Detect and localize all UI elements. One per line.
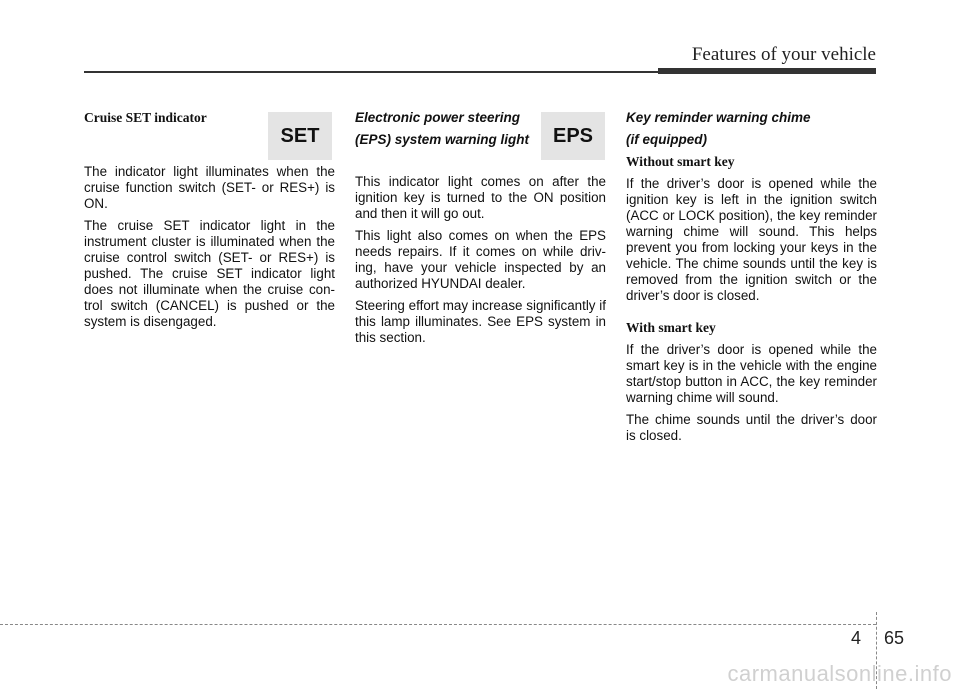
paragraph: If the driver’s door is opened while the ignition key is left in the ignition switch (ACC or LOCK position), the key reminder warning chime will sound. This helps prevent you from locking your keys in the vehicle. The chime sounds until the key is removed from the ignition switch or the driver’s door is closed. (626, 176, 877, 303)
chapter-number: 4 (851, 628, 862, 648)
watermark: carmanualsonline.info (727, 661, 952, 686)
without-smart-key-heading: Without smart key (626, 154, 735, 169)
paragraph: The cruise SET indicator light in the instrument cluster is illuminated when the cruise control switch (SET- or RES+) is pushed. The cruise SET indicator light does not illuminate when the cruise con-trol switch (CANCEL) is pushed or the system is disengaged. (84, 218, 335, 329)
column-key-reminder (626, 110, 877, 450)
paragraph: Steering effort may increase significantly if this lamp illuminates. See EPS system in this section. (355, 298, 606, 345)
paragraph: The chime sounds until the driver’s door is closed. (626, 412, 877, 443)
eps-heading-line1: Electronic power steering (355, 110, 521, 125)
header-rule (84, 71, 676, 73)
cruise-set-heading: Cruise SET indicator (84, 110, 207, 125)
section-title: Features of your vehicle (691, 44, 876, 65)
paragraph: This indicator light comes on after the ignition key is turned to the ON position and then it will go out. (355, 174, 606, 221)
key-reminder-heading-line1: Key reminder warning chime (626, 110, 811, 125)
header-rule-accent (658, 68, 876, 74)
eps-heading-line2: (EPS) system warning light (355, 132, 530, 147)
eps-warning-icon: EPS (541, 112, 605, 160)
set-indicator-icon: SET (268, 112, 332, 160)
paragraph: If the driver’s door is opened while the smart key is in the vehicle with the engine start/stop button in ACC, the key reminder warning chime will sound. (626, 342, 877, 405)
page-number: 65 (884, 628, 905, 648)
footer-rule (0, 624, 876, 625)
with-smart-key-heading: With smart key (626, 320, 716, 335)
key-reminder-heading-line2: (if equipped) (626, 132, 707, 147)
paragraph: This light also comes on when the EPS needs repairs. If it comes on while driv-ing, have your vehicle inspected by an authorized HYUNDAI dealer. (355, 228, 606, 291)
paragraph: The indicator light illuminates when the cruise function switch (SET- or RES+) is ON. (84, 164, 335, 211)
